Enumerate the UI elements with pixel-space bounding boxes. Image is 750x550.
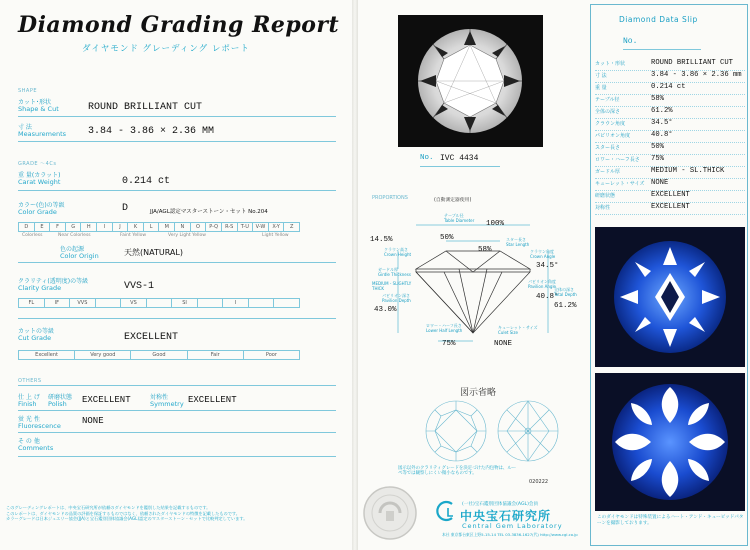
slip-row-key: 対称性: [595, 205, 611, 211]
color-scale-cell: F: [50, 223, 66, 231]
color-value: D: [122, 203, 129, 214]
cut-scale-cell: Fair: [188, 351, 244, 359]
origin-label-jp: 色の起源: [60, 246, 85, 253]
org-address: 本社 東京都台東区上野5-15-14 TEL 03-3836-1627(代) http://www.cgl.co.jp: [442, 532, 578, 537]
color-scale-cell: N: [175, 223, 191, 231]
scale-near-colorless: Near Colorless: [58, 233, 91, 238]
total-depth-label: 全体の深さ Total Depth: [554, 287, 577, 297]
color-scale-cell: R-S: [222, 223, 238, 231]
org-name-jp: 中央宝石研究所: [460, 509, 552, 523]
color-scale-cell: V-W: [253, 223, 269, 231]
slip-number-label: No.: [623, 37, 638, 46]
polish-value: EXCELLENT: [82, 395, 131, 405]
symmetry-label-jp: 対称性: [150, 394, 169, 401]
color-scale-cell: D: [19, 223, 35, 231]
slip-row: [595, 95, 745, 107]
cut-label-jp: カットの等級: [18, 328, 54, 335]
legal-line-3: カラーグレードは日本ジュエリー協会(JJA)と宝石鑑別団体協議会(AGL)認定のマスターストーン・セットで比較判定しています。: [6, 516, 248, 522]
clarity-note: 図示以外のクラリティグレードを決定づけた内包物は、ルーペ等では観察しにくい微小なものです。: [398, 466, 517, 477]
report-number-underline: [420, 166, 500, 167]
hearts-pattern-image: [595, 227, 745, 367]
divider: [18, 141, 336, 142]
clarity-scale-cell: [147, 299, 173, 307]
clarity-value: VVS-1: [124, 281, 155, 292]
measurement-value: 3.84 - 3.86 × 2.36 MM: [88, 126, 215, 137]
symmetry-value: EXCELLENT: [188, 395, 237, 405]
form-code: 020222: [529, 479, 549, 485]
cut-scale-cell: Very good: [75, 351, 131, 359]
color-scale-cell: E: [35, 223, 51, 231]
clarity-scale-cell: [96, 299, 122, 307]
crown-angle-value: 34.5°: [536, 262, 559, 270]
slip-row-value: 75%: [651, 155, 664, 163]
plot-omitted-title: 図示省略: [460, 388, 497, 398]
pavilion-angle-label: パビリオン角度 Pavilion Angle: [528, 279, 557, 289]
diamond-photo: [398, 15, 543, 147]
color-scale-cell: P-Q: [206, 223, 222, 231]
slip-row-value: ROUND BRILLIANT CUT: [651, 59, 733, 67]
crown-angle-label: クラウン角度 Crown Angle: [530, 249, 556, 259]
slip-row: [595, 83, 745, 95]
color-scale-cell: T-U: [238, 223, 254, 231]
comments-label-en: Comments: [18, 444, 54, 452]
scale-colorless: Colorless: [22, 233, 43, 238]
slip-row-value: 0.214 ct: [651, 83, 686, 91]
divider: [18, 116, 336, 117]
clarity-scale-cell: FL: [19, 299, 45, 307]
report-subtitle: ダイヤモンド グレーディング レポート: [82, 44, 250, 54]
slip-row-key: 寸 法: [595, 73, 607, 79]
table-diameter-value: 58%: [478, 246, 492, 254]
cut-scale-cell: Good: [131, 351, 187, 359]
symmetry-label-en: Symmetry: [150, 400, 184, 408]
clarity-plot-diagram: [418, 398, 568, 464]
scale-light-yellow: Light Yellow: [262, 233, 289, 238]
slip-row: [595, 179, 745, 191]
clarity-label-en: Clarity Grade: [18, 284, 62, 292]
report-number-label: No.: [420, 154, 434, 162]
slip-row-key: ロワー・ハーフ長さ: [595, 157, 640, 163]
origin-label-en: Color Origin: [60, 252, 99, 260]
divider: [18, 190, 336, 191]
cut-scale: [18, 350, 300, 360]
clarity-scale-cell: IF: [45, 299, 71, 307]
culet-label: キューレット・サイズ Culet Size: [498, 325, 538, 335]
pavilion-angle-value: 40.8°: [536, 293, 559, 301]
polish-label-en: Polish: [48, 400, 67, 408]
data-slip: [590, 4, 748, 546]
cut-scale-cell: Excellent: [19, 351, 75, 359]
section-others: OTHERS: [18, 378, 42, 384]
clarity-scale-cell: VVS: [70, 299, 96, 307]
clarity-scale: [18, 298, 300, 308]
slip-row: [595, 191, 745, 203]
proportions-note: (自動測定器使用): [434, 198, 472, 203]
slip-number-underline: [623, 49, 701, 50]
slip-row-key: スター長さ: [595, 145, 621, 151]
fluorescence-label-jp: 蛍 光 性: [18, 416, 40, 423]
comments-label-jp: そ の 他: [18, 438, 40, 445]
total-depth-value: 61.2%: [554, 302, 577, 310]
pavilion-depth-label: パビリオン深さ Pavilion Depth: [382, 293, 411, 303]
slip-row-value: 34.5°: [651, 119, 673, 127]
slip-note: このダイヤモンドは特殊装置によるハート・アンド・キューピッドパターンを撮影しております。: [597, 515, 744, 526]
table-label: テーブル径 Table Diameter: [444, 213, 475, 223]
org-membership: (一社)宝石鑑別団体協議会(AGL)会員: [462, 502, 539, 507]
color-scale-cell: H: [81, 223, 97, 231]
color-master-note: JJA/AGL認定マスターストーン・セット No.204: [150, 209, 268, 215]
divider: [18, 385, 336, 386]
slip-row-key: テーブル径: [595, 97, 620, 103]
clarity-label-jp: クラリティ(透明度)の等級: [18, 278, 89, 285]
section-grade: GRADE ～4Cs: [18, 161, 57, 167]
color-scale-cell: X-Y: [269, 223, 285, 231]
org-name-en: Central Gem Laboratory: [462, 522, 563, 530]
clarity-scale-cell: SI: [172, 299, 198, 307]
slip-row-key: ガードル厚: [595, 169, 621, 175]
slip-row: [595, 131, 745, 143]
slip-row-value: 61.2%: [651, 107, 673, 115]
color-scale-cell: M: [159, 223, 175, 231]
total-width-value: 100%: [486, 220, 505, 228]
girdle-label: ガードル厚 Girdle Thickness: [378, 267, 411, 277]
fluorescence-value: NONE: [82, 416, 104, 426]
fluorescence-label-en: Fluorescence: [18, 422, 61, 430]
slip-row: [595, 143, 745, 155]
finish-label-jp: 仕 上 げ: [18, 394, 40, 401]
slip-row-value: EXCELLENT: [651, 203, 690, 211]
slip-row-value: MEDIUM - SL.THICK: [651, 167, 725, 175]
slip-row: [595, 119, 745, 131]
slip-row: [595, 155, 745, 167]
carat-value: 0.214 ct: [122, 176, 171, 187]
slip-row-key: キューレット・サイズ: [595, 181, 645, 187]
legal-line-2: このレポートは、ダイヤモンドの品質の評価を保証するものではなく、依頼されたダイヤモンドの特徴を記載したものです。: [6, 510, 240, 516]
divider: [18, 456, 336, 457]
divider: [18, 262, 336, 263]
legal-line-1: このグレーディングレポートは、中央宝石研究所が依頼のダイヤモンドを鑑別した結果を記載するものです。: [6, 505, 211, 510]
slip-row-value: 50%: [651, 143, 664, 151]
clarity-scale-cell: I: [223, 299, 249, 307]
divider: [18, 432, 336, 433]
scale-very-light-yellow: Very Light Yellow: [168, 233, 206, 238]
shape-label-en: Shape & Cut: [18, 105, 59, 113]
slip-row-value: NONE: [651, 179, 669, 187]
slip-row-key: パビリオン角度: [595, 133, 630, 139]
clarity-scale-cell: VS: [121, 299, 147, 307]
color-label-en: Color Grade: [18, 208, 57, 216]
slip-row: [595, 107, 745, 119]
scale-faint-yellow: Faint Yellow: [120, 233, 147, 238]
slip-row-value: 58%: [651, 95, 664, 103]
slip-row-key: 全体の深さ: [595, 109, 621, 115]
color-scale-cell: K: [128, 223, 144, 231]
cut-scale-cell: Poor: [265, 352, 277, 358]
star-length-value: 50%: [440, 234, 454, 242]
section-shape: SHAPE: [18, 88, 38, 94]
shape-label-jp: カット･形状: [18, 99, 51, 106]
color-scale-cell: J: [113, 223, 129, 231]
report-left-page: [0, 0, 352, 550]
report-title: Diamond Grading Report: [18, 12, 340, 38]
carat-label-en: Carat Weight: [18, 178, 61, 186]
slip-title: Diamond Data Slip: [619, 15, 698, 24]
arrows-photo: [595, 373, 745, 511]
hearts-photo: [595, 227, 745, 367]
carat-label-jp: 重 量(カラット): [18, 172, 61, 179]
legal-notice: [6, 505, 346, 522]
crown-height-label: クラウン高さ Crown Height: [384, 247, 412, 257]
slip-row-key: クラウン角度: [595, 121, 626, 127]
clarity-scale-cell: [198, 299, 224, 307]
color-scale: [18, 222, 300, 232]
crown-height-value: 14.5%: [370, 236, 393, 244]
slip-row: [595, 167, 745, 179]
polish-label-jp: 研磨状態: [48, 394, 73, 401]
slip-row-value: 3.84 - 3.86 × 2.36 mm: [651, 71, 742, 79]
color-label-jp: カラー(色)の等級: [18, 202, 65, 209]
slip-row: [595, 203, 745, 215]
divider: [18, 410, 336, 411]
finish-label-en: Finish: [18, 400, 37, 408]
slip-row: [595, 59, 745, 71]
color-scale-cell: O: [191, 223, 207, 231]
cut-label-en: Cut Grade: [18, 334, 52, 342]
color-scale-cell: Z: [289, 224, 294, 230]
report-middle-page: [358, 0, 588, 550]
origin-value: 天然(NATURAL): [124, 248, 183, 257]
shape-value: ROUND BRILLIANT CUT: [88, 102, 203, 113]
slip-row-value: 40.8°: [651, 131, 673, 139]
slip-row-key: 重 量: [595, 85, 607, 91]
diamond-top-view-image: [398, 15, 543, 147]
star-label: スター長さ Star Length: [506, 237, 530, 247]
slip-row-value: EXCELLENT: [651, 191, 690, 199]
slip-row-key: 研磨状態: [595, 193, 616, 199]
proportions-heading: PROPORTIONS: [372, 195, 408, 201]
clarity-scale-cell: [249, 299, 275, 307]
lower-half-value: 75%: [442, 340, 456, 348]
data-slip-panel: [590, 0, 750, 550]
embossed-seal-icon: [362, 485, 418, 541]
arrows-pattern-image: [595, 373, 745, 511]
measurement-label-jp: 寸 法: [18, 124, 32, 131]
pavilion-depth-value: 43.0%: [374, 306, 397, 314]
measurement-label-en: Measurements: [18, 130, 67, 138]
girdle-grade-label: MEDIUM - SLIGHTLY THICK: [372, 281, 412, 291]
color-scale-cell: I: [97, 223, 113, 231]
slip-row: [595, 71, 745, 83]
cgl-logo-icon: [436, 500, 458, 522]
slip-row-key: カット・形状: [595, 61, 625, 67]
culet-value: NONE: [494, 340, 513, 348]
clarity-scale-cell: [274, 299, 299, 307]
divider: [18, 318, 336, 319]
cut-value: EXCELLENT: [124, 332, 179, 343]
report-number: IVC 4434: [440, 154, 479, 163]
lower-half-label: ロワー・ハーフ長さ Lower Half Length: [426, 323, 463, 333]
color-scale-cell: L: [144, 223, 160, 231]
color-scale-cell: G: [66, 223, 82, 231]
